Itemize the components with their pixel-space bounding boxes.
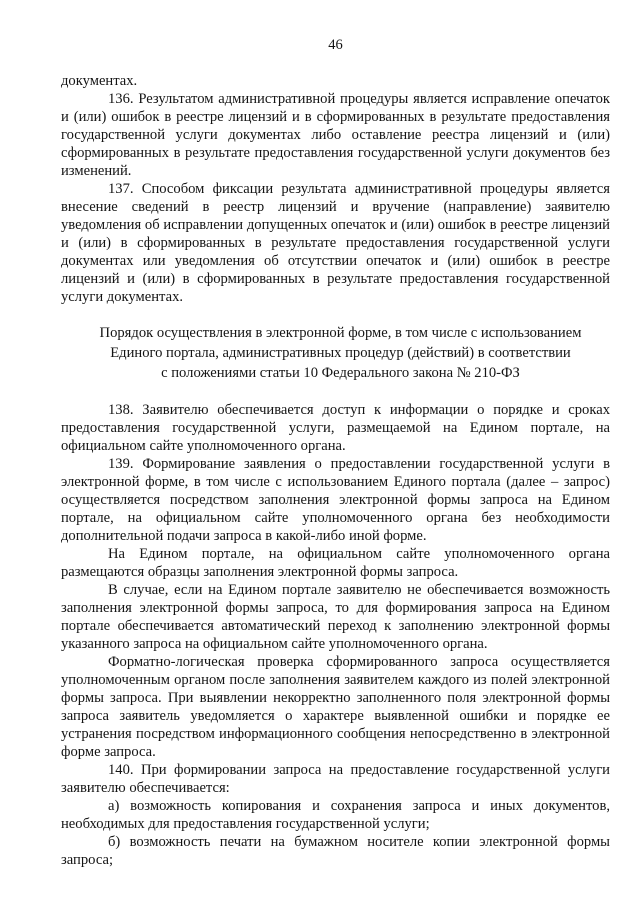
- paragraph-format-check: Форматно-логическая проверка сформированного запроса осуществляется уполномоченным органом после заполнения заявителем каждого из полей электронной формы запроса. При выявлении некорректно заполненного поля электронной формы запроса заявитель уведомляется о характере выявленной ошибки и порядке ее устранения посредством информационного сообщения непосредственно в электронной форме запроса.: [61, 654, 610, 760]
- section-heading-line-2: Единого портала, административных процедур (действий) в соответствии: [110, 345, 571, 361]
- page-number: 46: [328, 37, 343, 53]
- document-body: [61, 72, 610, 869]
- list-item-a: а) возможность копирования и сохранения запроса и иных документов, необходимых для предоставления государственной услуги;: [61, 798, 610, 832]
- paragraph-portal-redirect: В случае, если на Едином портале заявителю не обеспечивается возможность заполнения электронной формы запроса, то для формирования запроса на Едином портале обеспечивается автоматический переход к заполнению электронной формы указанного запроса на официальном сайте уполномоченного органа.: [61, 582, 610, 652]
- section-heading-line-1: Порядок осуществления в электронной форме, в том числе с использованием: [99, 325, 582, 341]
- paragraph-continuation: документах.: [61, 73, 138, 89]
- paragraph-139: 139. Формирование заявления о предоставлении государственной услуги в электронной форме, в том числе с использованием Единого портала (далее – запрос) осуществляется посредством заполнения электронной формы запроса на Едином портале, на официальном сайте уполномоченного органа без необходимости дополнительной подачи запроса в какой-либо иной форме.: [61, 456, 610, 544]
- paragraph-138: 138. Заявителю обеспечивается доступ к информации о порядке и сроках предоставления государственной услуги, размещаемой на Едином портале, на официальном сайте уполномоченного органа.: [61, 402, 610, 454]
- paragraph-136: 136. Результатом административной процедуры является исправление опечаток и (или) ошибок в реестре лицензий и в сформированных в результате предоставления государственной услуги документах либо оставление реестра лицензий и (или) сформированных в результате предоставления государственной услуги документов без изменений.: [61, 91, 610, 179]
- section-heading-line-3: с положениями статьи 10 Федерального закона № 210-ФЗ: [161, 365, 520, 381]
- paragraph-137: 137. Способом фиксации результата административной процедуры является внесение сведений в реестр лицензий и вручение (направление) заявителю уведомления об исправлении допущенных опечаток и (или) ошибок в реестре лицензий и (или) в сформированных в результате предоставления государственной услуги документах или уведомления об отсутствии опечаток и (или) ошибок в реестре лицензий и (или) в сформированных в результате предоставления государственной услуги документах.: [61, 181, 610, 305]
- list-item-b: б) возможность печати на бумажном носителе копии электронной формы запроса;: [61, 834, 610, 868]
- paragraph-140: 140. При формировании запроса на предоставление государственной услуги заявителю обеспечивается:: [61, 762, 610, 796]
- paragraph-portal-samples: На Едином портале, на официальном сайте уполномоченного органа размещаются образцы заполнения электронной формы запроса.: [61, 546, 610, 580]
- section-heading: [61, 323, 610, 383]
